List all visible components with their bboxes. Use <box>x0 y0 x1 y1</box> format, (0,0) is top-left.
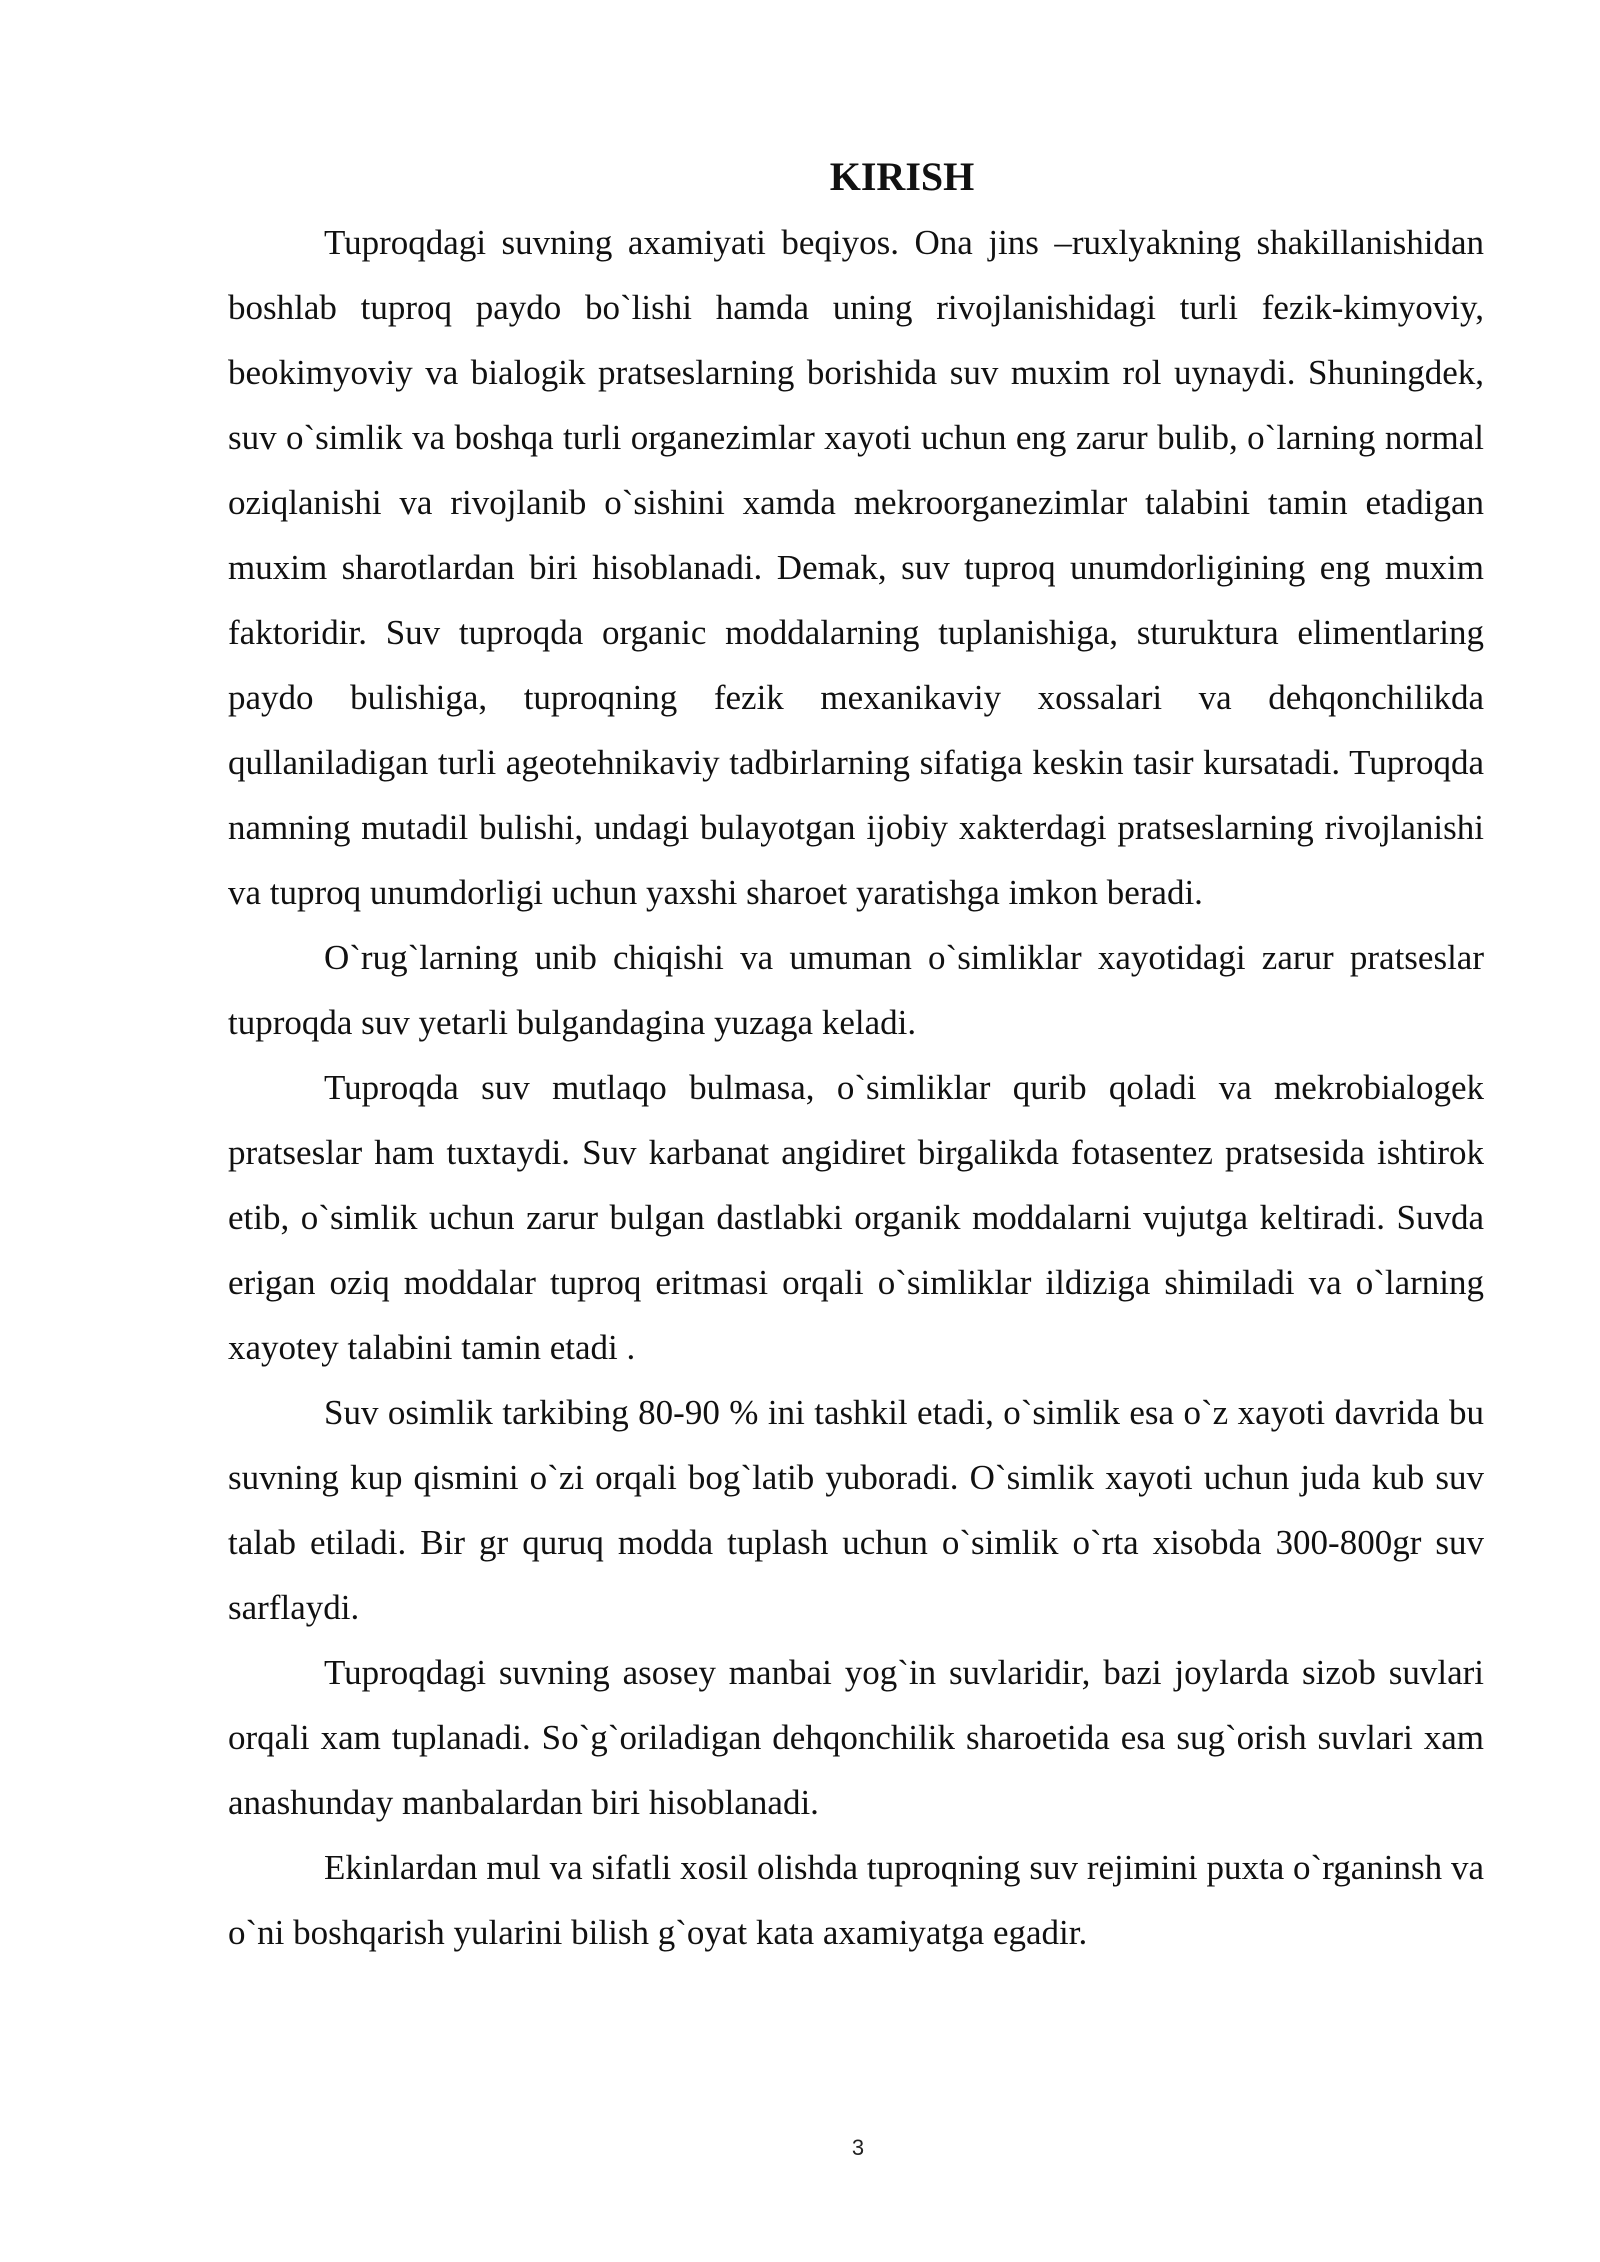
page-title: KIRISH <box>829 154 975 199</box>
paragraph-5: Tuproqdagi suvning asosey manbai yog`in suvlaridir, bazi joylarda sizob suvlari orqali xam tuplanadi. So`g`oriladigan dehqonchilik sharoetida esa sug`orish suvlari xam anashunday manbalardan biri hisoblanadi. <box>228 1653 1484 1822</box>
paragraph-3: Tuproqda suv mutlaqo bulmasa, o`simliklar qurib qoladi va mekrobialogek pratseslar ham tuxtaydi. Suv karbanat angidiret birgalikda fotasentez pratsesida ishtirok etib, o`simlik uchun zarur bulgan dastlabki organik moddalarni vujutga keltiradi. Suvda erigan oziq moddalar tuproq eritmasi orqali o`simliklar ildiziga shimiladi va o`larning xayotey talabini tamin etadi . <box>228 1068 1484 1367</box>
paragraph-1: Tuproqdagi suvning axamiyati beqiyos. Ona jins –ruxlyakning shakillanishidan boshlab tuproq paydo bo`lishi hamda uning rivojlanishidagi turli fezik-kimyoviy, beokimyoviy va bialogik pratseslarning borishida suv muxim rol uynaydi. Shuningdek, suv o`simlik va boshqa turli organezimlar xayoti uchun eng zarur bulib, o`larning normal oziqlanishi va rivojlanib o`sishini xamda mekroorganezimlar talabini tamin etadigan muxim sharotlardan biri hisoblanadi. Demak, suv tuproq unumdorligining eng muxim faktoridir. Suv tuproqda organic moddalarning tuplanishiga, sturuktura elimentlaring paydo bulishiga, tuproqning fezik mexanikaviy xossalari va dehqonchilikda qullaniladigan turli ageotehnikaviy tadbirlarning sifatiga keskin tasir kursatadi. Tuproqda namning mutadil bulishi, undagi bulayotgan ijobiy xakterdagi pratseslarning rivojlanishi va tuproq unumdorligi uchun yaxshi sharoet yaratishga imkon beradi. <box>228 223 1484 912</box>
page-number: 3 <box>851 2135 865 2160</box>
paragraph-6: Ekinlardan mul va sifatli xosil olishda tuproqning suv rejimini puxta o`rganinsh va o`ni boshqarish yularini bilish g`oyat kata axamiyatga egadir. <box>228 1848 1484 1952</box>
paragraph-2: O`rug`larning unib chiqishi va umuman o`simliklar xayotidagi zarur pratseslar tuproqda suv yetarli bulgandagina yuzaga keladi. <box>228 938 1484 1042</box>
paragraph-4: Suv osimlik tarkibing 80-90 % ini tashkil etadi, o`simlik esa o`z xayoti davrida bu suvning kup qismini o`zi orqali bog`latib yuboradi. O`simlik xayoti uchun juda kub suv talab etiladi. Bir gr quruq modda tuplash uchun o`simlik o`rta xisobda 300-800gr suv sarflaydi. <box>228 1393 1484 1627</box>
document-page <box>228 150 1484 1965</box>
